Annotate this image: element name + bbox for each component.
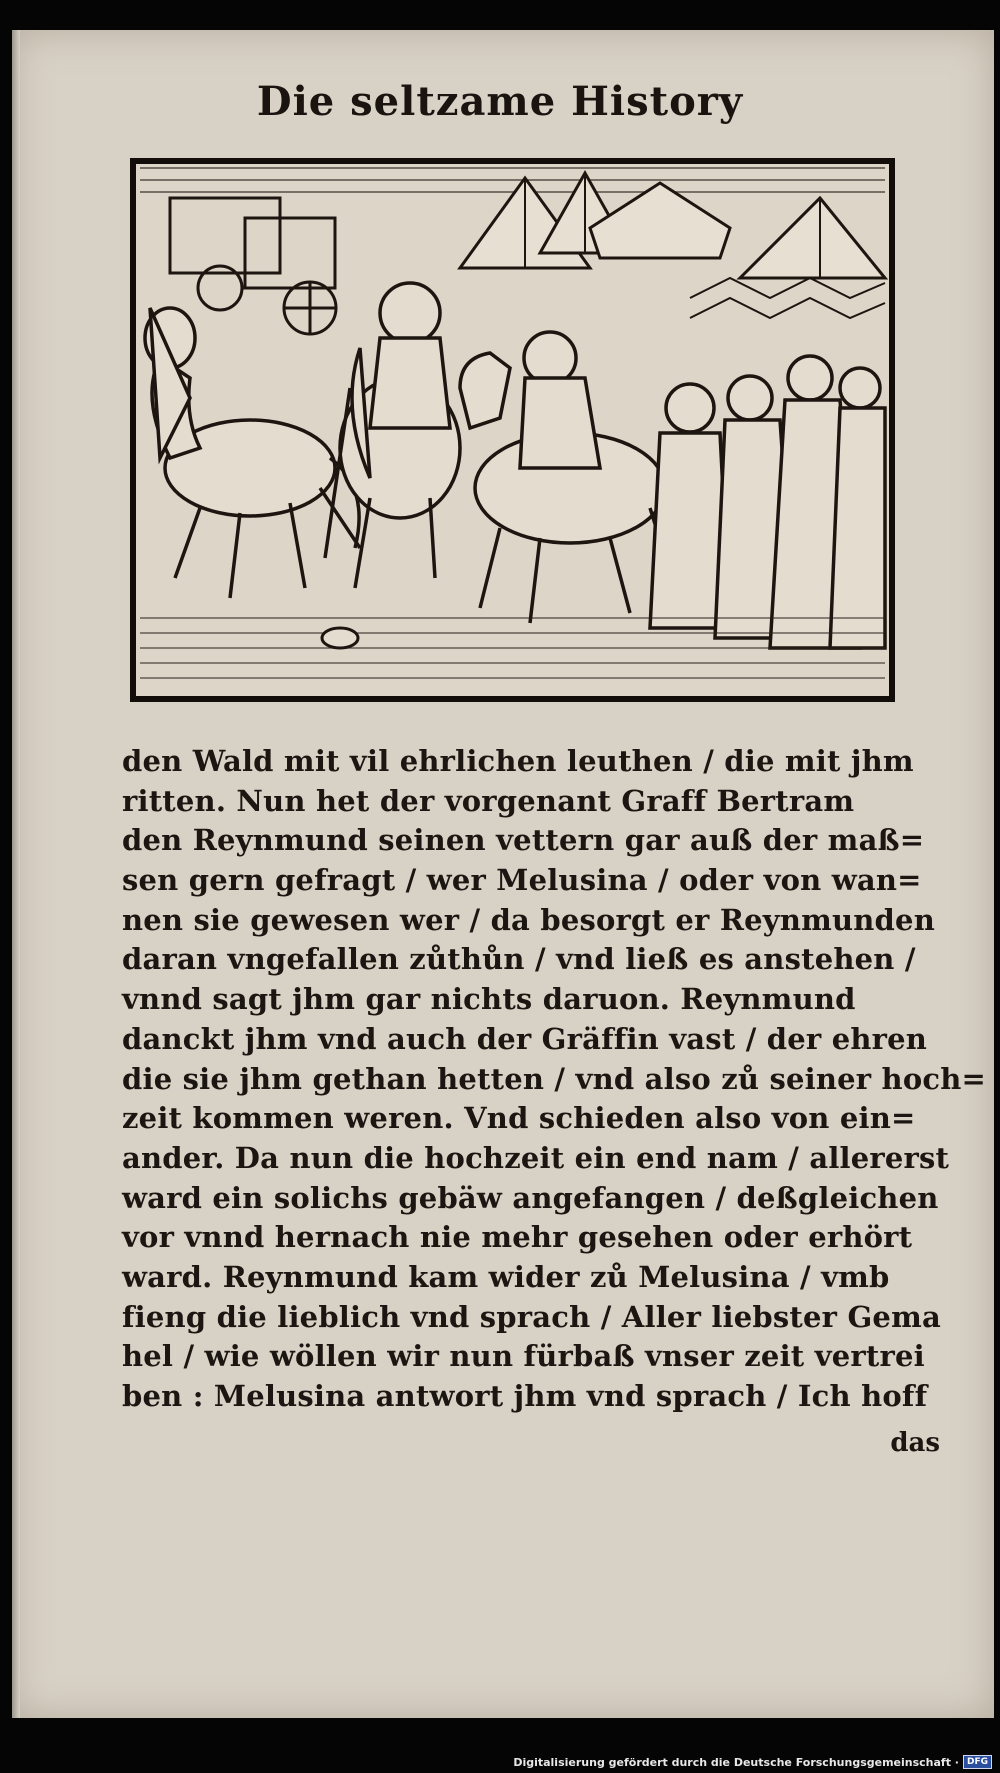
woodcut-illustration [130,158,895,702]
text-line: vor vnnd hernach nie mehr gesehen oder erhört [122,1220,913,1255]
text-line: vnnd sagt jhm gar nichts daruon. Reynmund [122,982,856,1017]
text-line: hel / wie wöllen wir nun fürbaß vnser zeit vertrei [122,1339,925,1374]
text-line: daran vngefallen zůthůn / vnd ließ es anstehen / [122,942,916,977]
text-line: ward. Reynmund kam wider zů Melusina / vmb [122,1259,890,1294]
page-gutter-edge [12,30,20,1718]
dfg-logo: DFG [963,1755,992,1769]
text-line: ward ein solichs gebäw angefangen / deßgleichen [122,1180,939,1215]
text-line: ben : Melusina antwort jhm vnd sprach / Ich hoff [122,1379,928,1413]
text-line: den Wald mit vil ehrlichen leuthen / die mit jhm [122,744,914,778]
credit-text: Digitalisierung gefördert durch die Deutsche Forschungsgemeinschaft · [513,1755,959,1769]
text-line: den Reynmund seinen vettern gar auß der maß= [122,823,925,858]
text-line: fieng die lieblich vnd sprach / Aller liebster Gema [122,1299,941,1334]
text-line: danckt jhm vnd auch der Gräffin vast / der ehren [122,1021,928,1056]
text-line: ritten. Nun het der vorgenant Graff Bertram [122,783,855,818]
body-text [122,742,987,1417]
digitization-credit [513,1755,992,1769]
text-line: ander. Da nun die hochzeit ein end nam / allererst [122,1140,950,1175]
running-title: Die seltzame History [256,78,744,125]
text-line: zeit kommen weren. Vnd schieden also von ein= [122,1101,916,1136]
text-line: sen gern gefragt / wer Melusina / oder von wan= [122,863,922,898]
text-line: die sie jhm gethan hetten / vnd also zů seiner hoch= [122,1061,987,1096]
catchword: das [890,1428,940,1458]
text-line: nen sie gewesen wer / da besorgt er Reynmunden [122,902,935,937]
